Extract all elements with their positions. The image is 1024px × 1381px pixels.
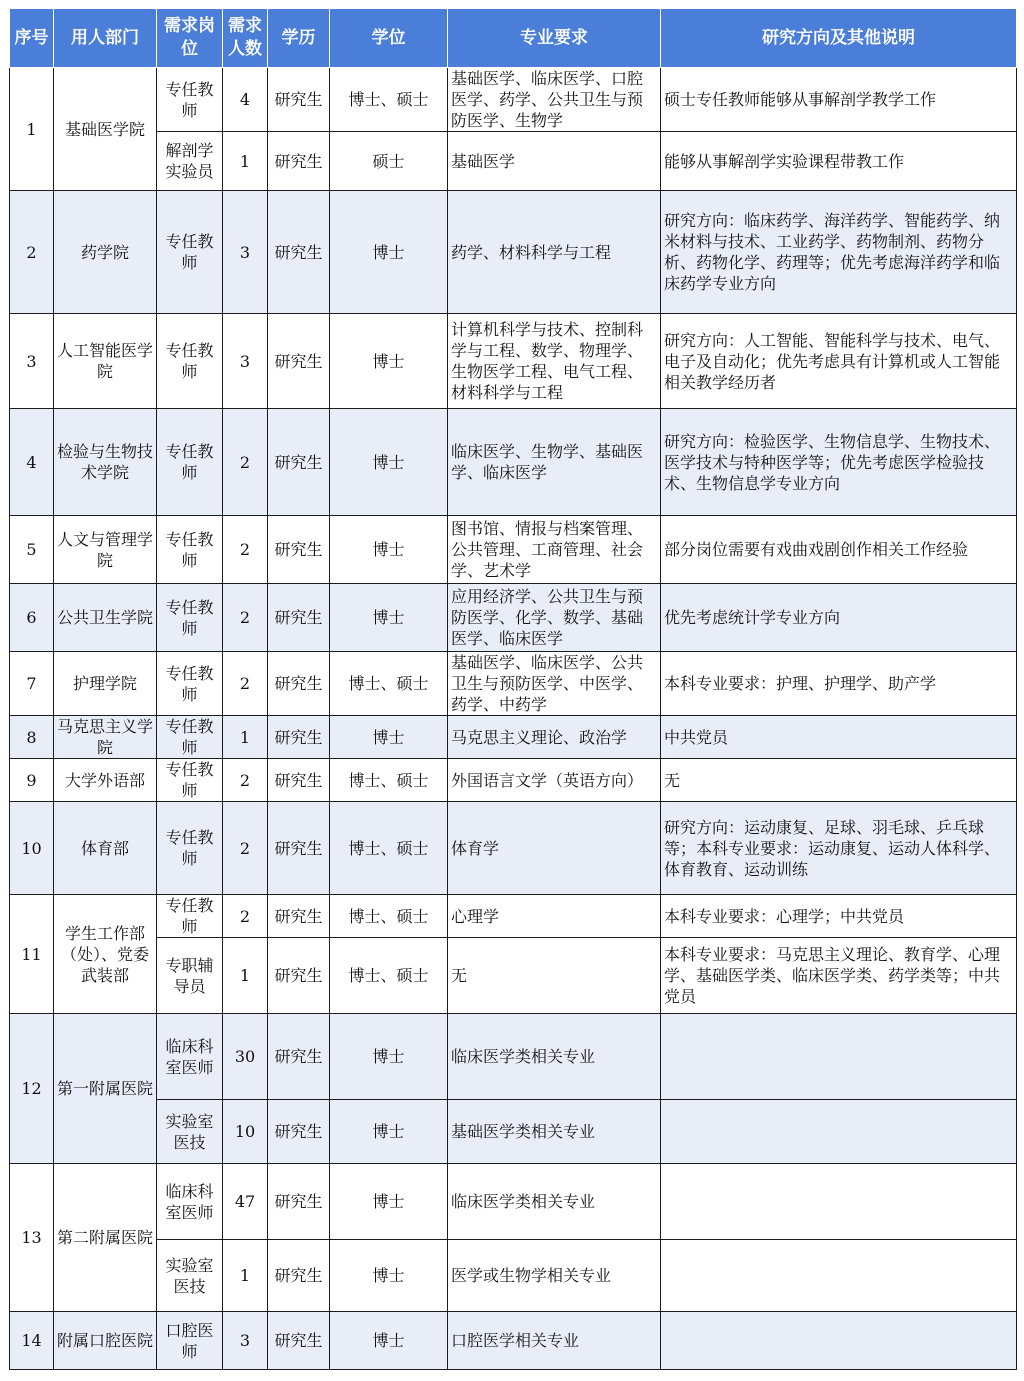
- table-row: [10, 132, 1017, 191]
- row-education: 研究生: [268, 314, 330, 409]
- row-department: 公共卫生学院: [54, 584, 157, 652]
- row-notes: 无: [661, 759, 1017, 802]
- row-count: 1: [223, 132, 268, 191]
- row-department: 马克思主义学院: [54, 716, 157, 759]
- header-department: 用人部门: [54, 9, 157, 68]
- row-post: 专任教师: [157, 68, 223, 132]
- row-count: 2: [223, 516, 268, 584]
- header-post: 需求岗位: [157, 9, 223, 68]
- row-index: 6: [10, 584, 54, 652]
- row-major: 基础医学类相关专业: [448, 1100, 661, 1164]
- row-major: 口腔医学相关专业: [448, 1312, 661, 1370]
- row-post: 解剖学实验员: [157, 132, 223, 191]
- table-header-row: [10, 9, 1017, 68]
- row-notes: [661, 1312, 1017, 1370]
- row-notes: 本科专业要求：护理、护理学、助产学: [661, 652, 1017, 716]
- row-index: 9: [10, 759, 54, 802]
- row-notes: 能够从事解剖学实验课程带教工作: [661, 132, 1017, 191]
- table-row: [10, 191, 1017, 314]
- row-count: 2: [223, 802, 268, 895]
- table-row: [10, 759, 1017, 802]
- row-count: 2: [223, 409, 268, 516]
- row-notes: 优先考虑统计学专业方向: [661, 584, 1017, 652]
- row-notes: [661, 1100, 1017, 1164]
- row-index: 13: [10, 1164, 54, 1312]
- row-count: 30: [223, 1014, 268, 1100]
- row-notes: 研究方向：运动康复、足球、羽毛球、乒乓球等；本科专业要求：运动康复、运动人体科学、体育教育、运动训练: [661, 802, 1017, 895]
- row-index: 12: [10, 1014, 54, 1164]
- row-post: 专任教师: [157, 716, 223, 759]
- recruitment-table-wrapper: [9, 8, 1016, 1370]
- row-degree: 博士: [330, 1100, 448, 1164]
- row-degree: 博士、硕士: [330, 802, 448, 895]
- row-count: 2: [223, 895, 268, 938]
- row-major: 心理学: [448, 895, 661, 938]
- row-degree: 博士: [330, 1164, 448, 1240]
- row-major: 无: [448, 938, 661, 1014]
- row-degree: 硕士: [330, 132, 448, 191]
- row-education: 研究生: [268, 132, 330, 191]
- row-degree: 博士: [330, 1312, 448, 1370]
- table-row: [10, 1164, 1017, 1240]
- row-department: 第一附属医院: [54, 1014, 157, 1164]
- table-row: [10, 802, 1017, 895]
- row-post: 专职辅导员: [157, 938, 223, 1014]
- row-major: 临床医学、生物学、基础医学、临床医学: [448, 409, 661, 516]
- row-notes: 部分岗位需要有戏曲戏剧创作相关工作经验: [661, 516, 1017, 584]
- row-department: 学生工作部（处）、党委武装部: [54, 895, 157, 1014]
- row-notes: 硕士专任教师能够从事解剖学教学工作: [661, 68, 1017, 132]
- table-row: [10, 716, 1017, 759]
- table-row: [10, 1240, 1017, 1312]
- header-count: 需求人数: [223, 9, 268, 68]
- row-post: 临床科室医师: [157, 1014, 223, 1100]
- row-department: 检验与生物技术学院: [54, 409, 157, 516]
- row-degree: 博士: [330, 1240, 448, 1312]
- row-major: 计算机科学与技术、控制科学与工程、数学、物理学、生物医学工程、电气工程、材料科学与工程: [448, 314, 661, 409]
- row-post: 专任教师: [157, 191, 223, 314]
- row-education: 研究生: [268, 938, 330, 1014]
- row-education: 研究生: [268, 1100, 330, 1164]
- row-post: 专任教师: [157, 584, 223, 652]
- row-department: 药学院: [54, 191, 157, 314]
- row-education: 研究生: [268, 1312, 330, 1370]
- header-major: 专业要求: [448, 9, 661, 68]
- table-row: [10, 314, 1017, 409]
- row-department: 大学外语部: [54, 759, 157, 802]
- row-degree: 博士: [330, 1014, 448, 1100]
- row-count: 3: [223, 191, 268, 314]
- header-degree: 学位: [330, 9, 448, 68]
- row-notes: 本科专业要求：马克思主义理论、教育学、心理学、基础医学类、临床医学类、药学类等；中共党员: [661, 938, 1017, 1014]
- row-major: 基础医学、临床医学、公共卫生与预防医学、中医学、药学、中药学: [448, 652, 661, 716]
- row-major: 图书馆、情报与档案管理、公共管理、工商管理、社会学、艺术学: [448, 516, 661, 584]
- row-count: 1: [223, 938, 268, 1014]
- row-major: 体育学: [448, 802, 661, 895]
- row-major: 外国语言文学（英语方向）: [448, 759, 661, 802]
- row-post: 口腔医师: [157, 1312, 223, 1370]
- row-degree: 博士、硕士: [330, 895, 448, 938]
- row-education: 研究生: [268, 652, 330, 716]
- row-education: 研究生: [268, 191, 330, 314]
- row-count: 1: [223, 1240, 268, 1312]
- row-notes: [661, 1164, 1017, 1240]
- row-degree: 博士: [330, 314, 448, 409]
- row-index: 4: [10, 409, 54, 516]
- row-degree: 博士: [330, 191, 448, 314]
- row-department: 基础医学院: [54, 68, 157, 191]
- row-index: 5: [10, 516, 54, 584]
- row-major: 医学或生物学相关专业: [448, 1240, 661, 1312]
- row-post: 实验室医技: [157, 1240, 223, 1312]
- row-education: 研究生: [268, 1014, 330, 1100]
- row-major: 临床医学类相关专业: [448, 1164, 661, 1240]
- row-notes: [661, 1240, 1017, 1312]
- row-post: 专任教师: [157, 409, 223, 516]
- row-degree: 博士、硕士: [330, 759, 448, 802]
- row-degree: 博士、硕士: [330, 652, 448, 716]
- table-row: [10, 1014, 1017, 1100]
- row-education: 研究生: [268, 68, 330, 132]
- row-education: 研究生: [268, 1240, 330, 1312]
- row-education: 研究生: [268, 1164, 330, 1240]
- row-education: 研究生: [268, 584, 330, 652]
- row-department: 人文与管理学院: [54, 516, 157, 584]
- row-index: 8: [10, 716, 54, 759]
- row-post: 专任教师: [157, 895, 223, 938]
- table-row: [10, 584, 1017, 652]
- row-post: 专任教师: [157, 314, 223, 409]
- row-count: 2: [223, 584, 268, 652]
- row-degree: 博士: [330, 409, 448, 516]
- row-count: 3: [223, 1312, 268, 1370]
- row-major: 临床医学类相关专业: [448, 1014, 661, 1100]
- table-row: [10, 895, 1017, 938]
- row-post: 实验室医技: [157, 1100, 223, 1164]
- row-notes: [661, 1014, 1017, 1100]
- row-post: 临床科室医师: [157, 1164, 223, 1240]
- row-education: 研究生: [268, 759, 330, 802]
- row-department: 附属口腔医院: [54, 1312, 157, 1370]
- header-index: 序号: [10, 9, 54, 68]
- table-row: [10, 938, 1017, 1014]
- table-row: [10, 652, 1017, 716]
- row-department: 第二附属医院: [54, 1164, 157, 1312]
- row-major: 药学、材料科学与工程: [448, 191, 661, 314]
- header-notes: 研究方向及其他说明: [661, 9, 1017, 68]
- row-index: 3: [10, 314, 54, 409]
- row-index: 10: [10, 802, 54, 895]
- row-major: 基础医学、临床医学、口腔医学、药学、公共卫生与预防医学、生物学: [448, 68, 661, 132]
- row-count: 10: [223, 1100, 268, 1164]
- row-index: 7: [10, 652, 54, 716]
- row-post: 专任教师: [157, 759, 223, 802]
- row-count: 3: [223, 314, 268, 409]
- row-degree: 博士、硕士: [330, 68, 448, 132]
- row-post: 专任教师: [157, 516, 223, 584]
- row-count: 47: [223, 1164, 268, 1240]
- row-notes: 研究方向：检验医学、生物信息学、生物技术、医学技术与特种医学等；优先考虑医学检验技术、生物信息学专业方向: [661, 409, 1017, 516]
- row-count: 1: [223, 716, 268, 759]
- row-notes: 中共党员: [661, 716, 1017, 759]
- row-education: 研究生: [268, 409, 330, 516]
- row-index: 1: [10, 68, 54, 191]
- row-education: 研究生: [268, 802, 330, 895]
- row-degree: 博士: [330, 716, 448, 759]
- header-education: 学历: [268, 9, 330, 68]
- row-index: 11: [10, 895, 54, 1014]
- row-degree: 博士、硕士: [330, 938, 448, 1014]
- row-post: 专任教师: [157, 652, 223, 716]
- row-index: 2: [10, 191, 54, 314]
- row-notes: 研究方向：人工智能、智能科学与技术、电气、电子及自动化；优先考虑具有计算机或人工智能相关教学经历者: [661, 314, 1017, 409]
- row-post: 专任教师: [157, 802, 223, 895]
- row-education: 研究生: [268, 716, 330, 759]
- table-row: [10, 68, 1017, 132]
- row-notes: 本科专业要求：心理学；中共党员: [661, 895, 1017, 938]
- table-row: [10, 409, 1017, 516]
- table-row: [10, 1100, 1017, 1164]
- row-degree: 博士: [330, 516, 448, 584]
- table-row: [10, 516, 1017, 584]
- table-row: [10, 1312, 1017, 1370]
- row-count: 2: [223, 759, 268, 802]
- row-major: 马克思主义理论、政治学: [448, 716, 661, 759]
- row-degree: 博士: [330, 584, 448, 652]
- row-major: 基础医学: [448, 132, 661, 191]
- row-count: 4: [223, 68, 268, 132]
- row-department: 体育部: [54, 802, 157, 895]
- row-education: 研究生: [268, 895, 330, 938]
- row-education: 研究生: [268, 516, 330, 584]
- row-department: 护理学院: [54, 652, 157, 716]
- recruitment-table: [9, 8, 1017, 1370]
- row-major: 应用经济学、公共卫生与预防医学、化学、数学、基础医学、临床医学: [448, 584, 661, 652]
- row-count: 2: [223, 652, 268, 716]
- row-index: 14: [10, 1312, 54, 1370]
- row-department: 人工智能医学院: [54, 314, 157, 409]
- row-notes: 研究方向：临床药学、海洋药学、智能药学、纳米材料与技术、工业药学、药物制剂、药物分析、药物化学、药理等；优先考虑海洋药学和临床药学专业方向: [661, 191, 1017, 314]
